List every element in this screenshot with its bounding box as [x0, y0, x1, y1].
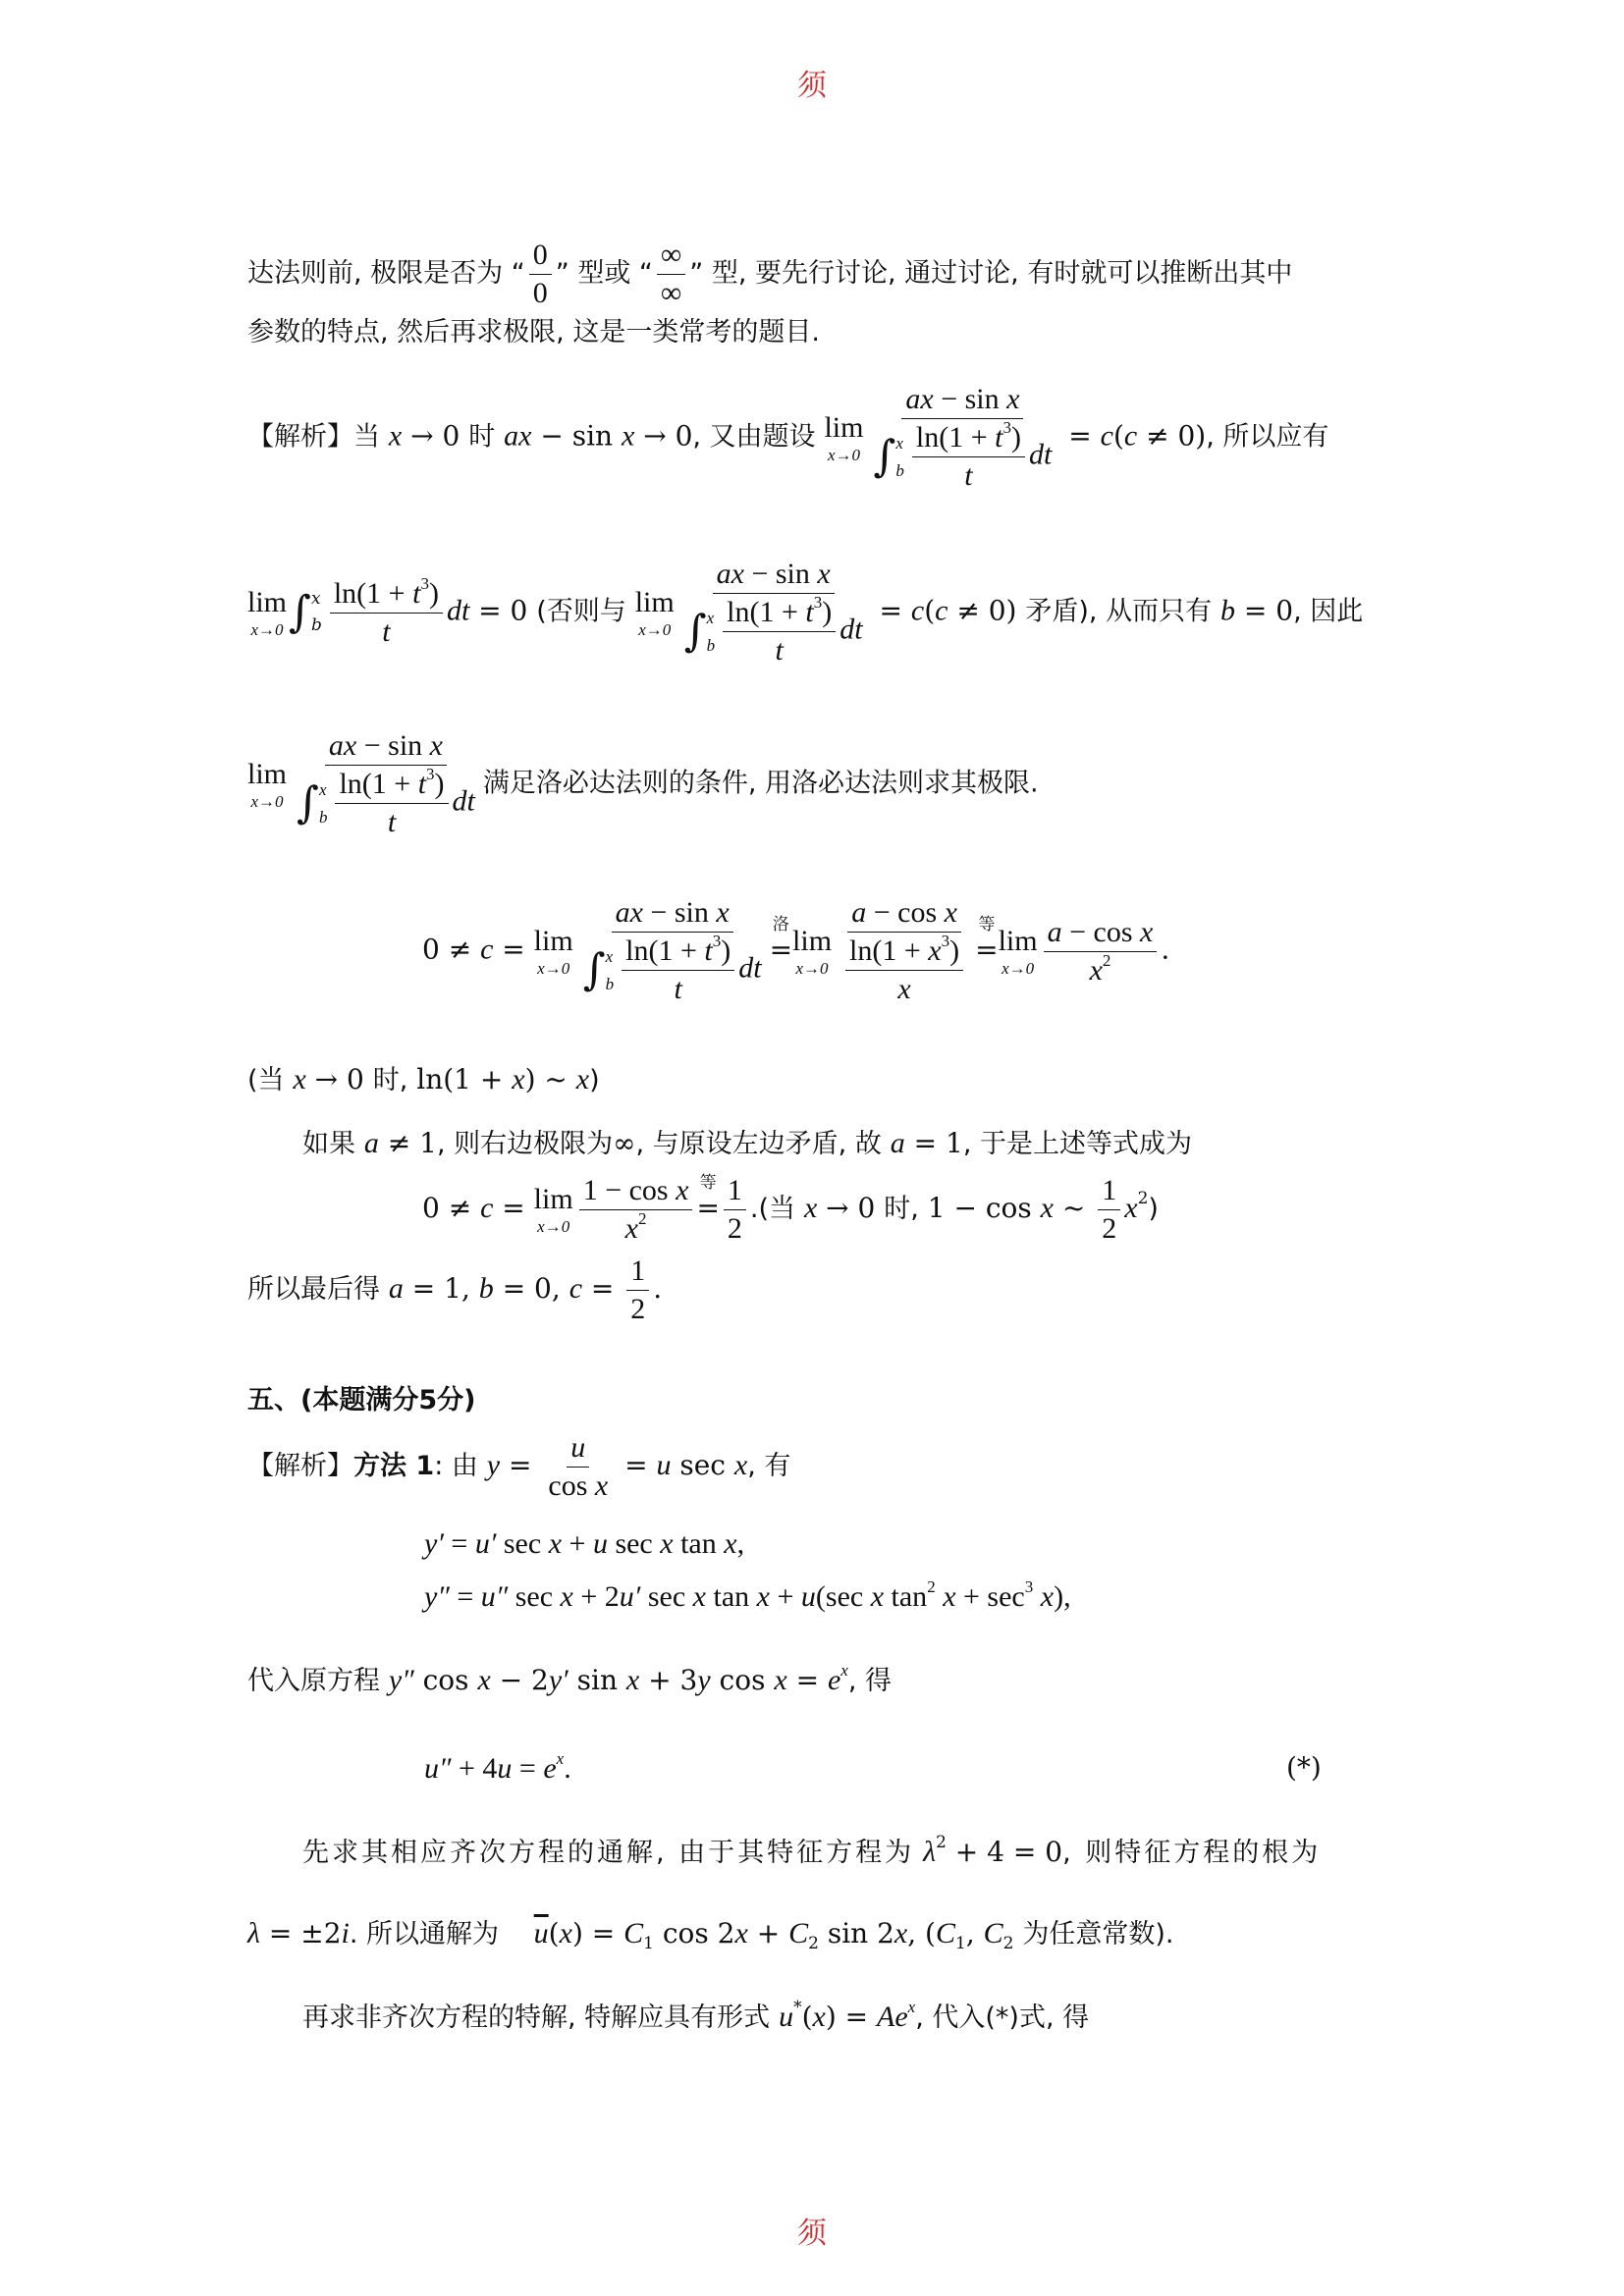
section-five-title: 五、(本题满分5分)	[247, 1385, 476, 1415]
homog-line2: λ = ±2i. 所以通解为 $\overline{u}(x) = C_1$ $\cos 2x + C_2$ sin 2x, ($C_1$, $C_2$ 为任意常数).	[247, 1917, 1174, 1953]
substitute-line: 代入原方程 y″ cos x − 2y′ sin x + 3y $\cos x = e^x$, 得	[247, 1661, 892, 1696]
inf-over-inf: $\frac{\infty}{\infty}$	[657, 240, 685, 308]
homog-line1: 先求其相应齐次方程的通解, 由于其特征方程为 $\lambda^2 + 4 = 0$, 则特征方程的根为	[302, 1833, 1322, 1868]
first-derivative: y′ = u′ sec x + u sec x tan x,	[424, 1527, 745, 1560]
zero-over-zero: $\frac{0}{0}$	[529, 240, 552, 308]
page-footer: 须	[797, 2216, 827, 2251]
particular-line: 再求非齐次方程的特解, 特解应具有形式 $u^*(x) = Ae^x$, 代入(*)式, 得	[302, 1998, 1090, 2033]
para1-line2: 参数的特点, 然后再求极限, 这是一类常考的题目.	[247, 317, 820, 347]
star-label: (*)	[1286, 1751, 1322, 1784]
half-equation: 0 ≠ c = lim x→0 $\frac{\text{1 − cos x}}{x^2}$ = 等 $\frac{1}{2}$ .(当 x → 0 时, 1 − cos x ~ $\frac{1}{2}$ $x^2$)	[422, 1173, 1159, 1245]
if-case-line: 如果 a ≠ 1, 则右边极限为∞, 与原设左边矛盾, 故 a = 1, 于是上述等式成为	[302, 1127, 1192, 1159]
final-result: 所以最后得 a = 1, b = 0, c = $\frac{1}{2}$ .	[247, 1255, 663, 1325]
condition-line: lim x→0 ∫ x b $\frac{\ln(1 + t^3)}{t}$ dt = 0 (否则与 lim x→0 ax − sin x ∫ x b $\frac{\ln(1 + t^3)}{t}$ dt = c(c ≠ 0) 矛盾), 从而只有 b = 0, 因此	[247, 558, 1364, 667]
second-derivative: y″ = u″ sec x + 2u′ sec x tan x + u(sec x $\tan^2 x + \sec^3 x$),	[424, 1577, 1071, 1613]
limit-operator: lim x→0	[824, 410, 864, 464]
main-limit-fraction: ax − sin x ∫ x b $\frac{\ln(1 + t^3)}{t}$ dt	[873, 383, 1053, 492]
lhopital-line: lim x→0 ax − sin x ∫ x b $\frac{\ln(1 + t^3)}{t}$ dt 满足洛必达法则的条件, 用洛必达法则求其极限.	[247, 729, 1039, 838]
equiv-note: (当 x → 0 时, ln(1 + x) ~ x)	[247, 1063, 600, 1095]
reduced-equation: $u'' + 4u = e^x$.	[424, 1749, 571, 1785]
main-equation: 0 ≠ c = lim x→0 ax − sin x ∫ x b $\frac{\ln(1 + t^3)}{t}$ dt = 洛 lim x→0 $\frac{\text{a − cos x}}{\frac{\ln(1 + x^3)}{x}}$ = 等 lim x→0 $\frac{\text{a − cos x}}{x^2}$ .	[422, 896, 1170, 1005]
para1-line1: 达法则前, 极限是否为 “ $\frac{0}{0}$ ” 型或 “ $\frac{\infty}{\infty}$ ” 型, 要先行讨论, 通过讨论, 有时就可以推断出其中	[247, 239, 1293, 309]
method-line: 【解析】方法 1: 由 y = $\frac{u}{\text{cos x}}$ = u sec x, 有	[247, 1431, 791, 1502]
analysis-line: 【解析】当 x → 0 时 ax − sin x → 0, 又由题设 lim x→0 ax − sin x ∫ x b $\frac{\ln(1 + t^3)}{t}$ dt = c(c ≠ 0), 所以应有	[247, 383, 1329, 492]
page-header: 须	[797, 69, 827, 103]
